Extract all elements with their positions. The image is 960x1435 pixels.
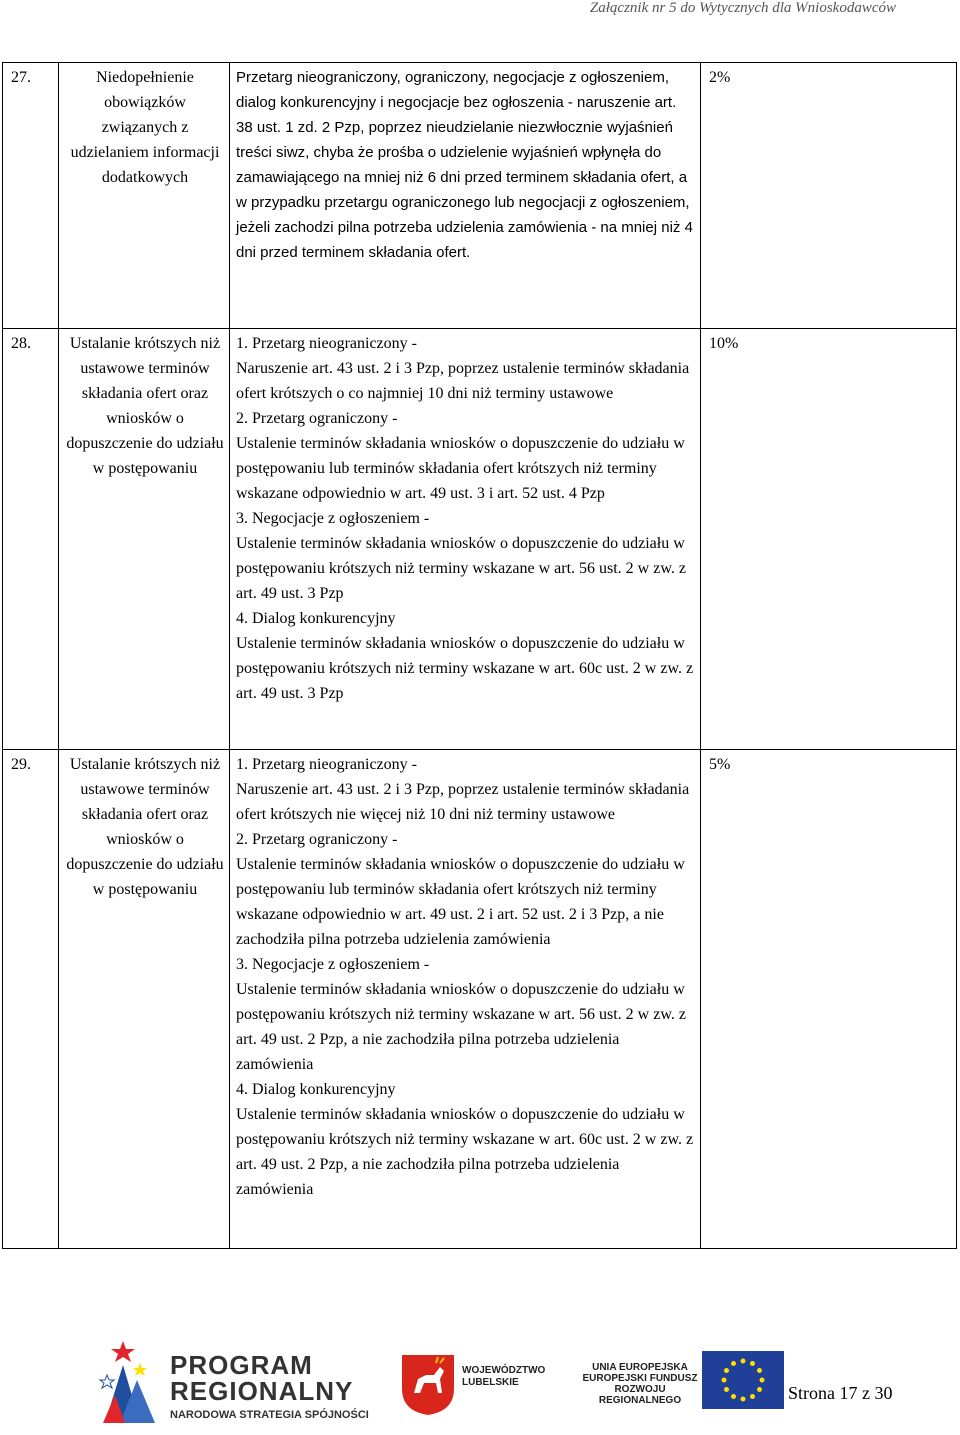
table-row	[3, 750, 957, 1249]
block-heading: 3. Negocjacje z ogłoszeniem -	[236, 510, 430, 527]
block-heading: 1. Przetarg nieograniczony -	[236, 335, 417, 352]
block-heading: 2. Przetarg ograniczony -	[236, 410, 398, 427]
eu-text	[580, 1362, 700, 1406]
table-row	[3, 63, 957, 329]
row-description	[230, 329, 701, 750]
block-text: Ustalenie terminów składania wniosków o dopuszczenie do udziału w postępowaniu krótszych niż terminy wskazane w art. 56 ust. 2 w zw. z art. 49 ust. 3 Pzp	[236, 535, 686, 602]
row-title: Niedopełnienie obowiązków związanych z udzielaniem informacji dodatkowych	[59, 63, 230, 329]
row-number: 29.	[3, 750, 59, 1249]
description-block	[236, 506, 696, 606]
row-percentage: 10%	[701, 329, 957, 750]
block-text: Naruszenie art. 43 ust. 2 i 3 Pzp, poprzez ustalenie terminów składania ofert krótszych o co najmniej 10 dni niż terminy ustawowe	[236, 360, 690, 402]
block-text: Ustalenie terminów składania wniosków o dopuszczenie do udziału w postępowaniu lub terminów składania ofert krótszych niż terminy wskazane odpowiednio w art. 49 ust. 3 i art. 52 ust. 4 Pzp	[236, 435, 685, 502]
description-block	[236, 952, 696, 1077]
row-percentage: 5%	[701, 750, 957, 1249]
row-description: Przetarg nieograniczony, ograniczony, negocjacje z ogłoszeniem, dialog konkurencyjny i negocjacje bez ogłoszenia - naruszenie art. 38 ust. 1 zd. 2 Pzp, poprzez nieudzielanie niezwłocznie wyjaśnień treści siwz, chyba że prośba o udzielenie wyjaśnień wpłynęła do zamawiającego na mniej niż 6 dni przed terminem składania ofert, a w przypadku przetargu ograniczonego lub negocjacji z ogłoszeniem, jeżeli zachodzi pilna potrzeba udzielenia zamówienia - na mniej niż 4 dni przed terminem składania ofert.	[230, 63, 701, 329]
efrr-line2: ROZWOJU REGIONALNEGO	[598, 1384, 682, 1406]
strategia-line: NARODOWA STRATEGIA SPÓJNOŚCI	[170, 1409, 369, 1421]
violations-table	[2, 62, 957, 1249]
regionalny-line: REGIONALNY	[170, 1376, 354, 1406]
wojewodztwo-line: WOJEWÓDZTWO	[462, 1365, 546, 1376]
footer-logos	[0, 1335, 960, 1435]
description-block	[236, 606, 696, 706]
efrr-line1: EUROPEJSKI FUNDUSZ	[582, 1373, 698, 1384]
program-regionalny-text	[170, 1352, 369, 1422]
block-text: Ustalenie terminów składania wniosków o dopuszczenie do udziału w postępowaniu krótszych niż terminy wskazane w art. 60c ust. 2 w zw. z art. 49 ust. 3 Pzp	[236, 635, 694, 702]
description-block	[236, 1077, 696, 1202]
description-block	[236, 752, 696, 827]
lubelskie-coat-of-arms-icon	[400, 1353, 456, 1417]
row-number: 27.	[3, 63, 59, 329]
row-number: 28.	[3, 329, 59, 750]
block-text: Ustalenie terminów składania wniosków o dopuszczenie do udziału w postępowaniu krótszych niż terminy wskazane w art. 56 ust. 2 w zw. z art. 49 ust. 2 Pzp, a nie zachodziła pilna potrzeba udzielenia zamówienia	[236, 981, 686, 1073]
program-line: PROGRAM	[170, 1350, 313, 1380]
eu-line: UNIA EUROPEJSKA	[592, 1362, 688, 1373]
eu-flag-icon	[702, 1351, 784, 1409]
description-block	[236, 331, 696, 406]
row-title: Ustalanie krótszych niż ustawowe terminów składania ofert oraz wniosków o dopuszczenie do udziału w postępowaniu	[59, 329, 230, 750]
block-text: Ustalenie terminów składania wniosków o dopuszczenie do udziału w postępowaniu krótszych niż terminy wskazane w art. 60c ust. 2 w zw. z art. 49 ust. 2 Pzp, a nie zachodziła pilna potrzeba udzielenia zamówienia	[236, 1106, 694, 1198]
block-heading: 1. Przetarg nieograniczony -	[236, 756, 417, 773]
program-regionalny-logo-icon	[95, 1335, 165, 1425]
description-block	[236, 406, 696, 506]
page-number: Strona 17 z 30	[788, 1383, 893, 1403]
block-text: Ustalenie terminów składania wniosków o dopuszczenie do udziału w postępowaniu lub terminów składania ofert krótszych niż terminy wskazane odpowiednio w art. 49 ust. 2 i art. 52 ust. 2 i 3 Pzp, a nie zachodziła pilna potrzeba udzielenia zamówienia	[236, 856, 685, 948]
lubelskie-text	[462, 1365, 545, 1389]
description-block	[236, 827, 696, 952]
block-text: Naruszenie art. 43 ust. 2 i 3 Pzp, poprzez ustalenie terminów składania ofert krótszych nie więcej niż 10 dni niż terminy ustawowe	[236, 781, 690, 823]
block-heading: 4. Dialog konkurencyjny	[236, 610, 396, 627]
row-title: Ustalanie krótszych niż ustawowe terminów składania ofert oraz wniosków o dopuszczenie do udziału w postępowaniu	[59, 750, 230, 1249]
block-heading: 4. Dialog konkurencyjny	[236, 1081, 396, 1098]
table-row	[3, 329, 957, 750]
block-heading: 3. Negocjacje z ogłoszeniem -	[236, 956, 430, 973]
block-heading: 2. Przetarg ograniczony -	[236, 831, 398, 848]
row-percentage: 2%	[701, 63, 957, 329]
lubelskie-line: LUBELSKIE	[462, 1377, 519, 1388]
document-header: Załącznik nr 5 do Wytycznych dla Wnioskodawców	[589, 0, 896, 16]
row-description	[230, 750, 701, 1249]
